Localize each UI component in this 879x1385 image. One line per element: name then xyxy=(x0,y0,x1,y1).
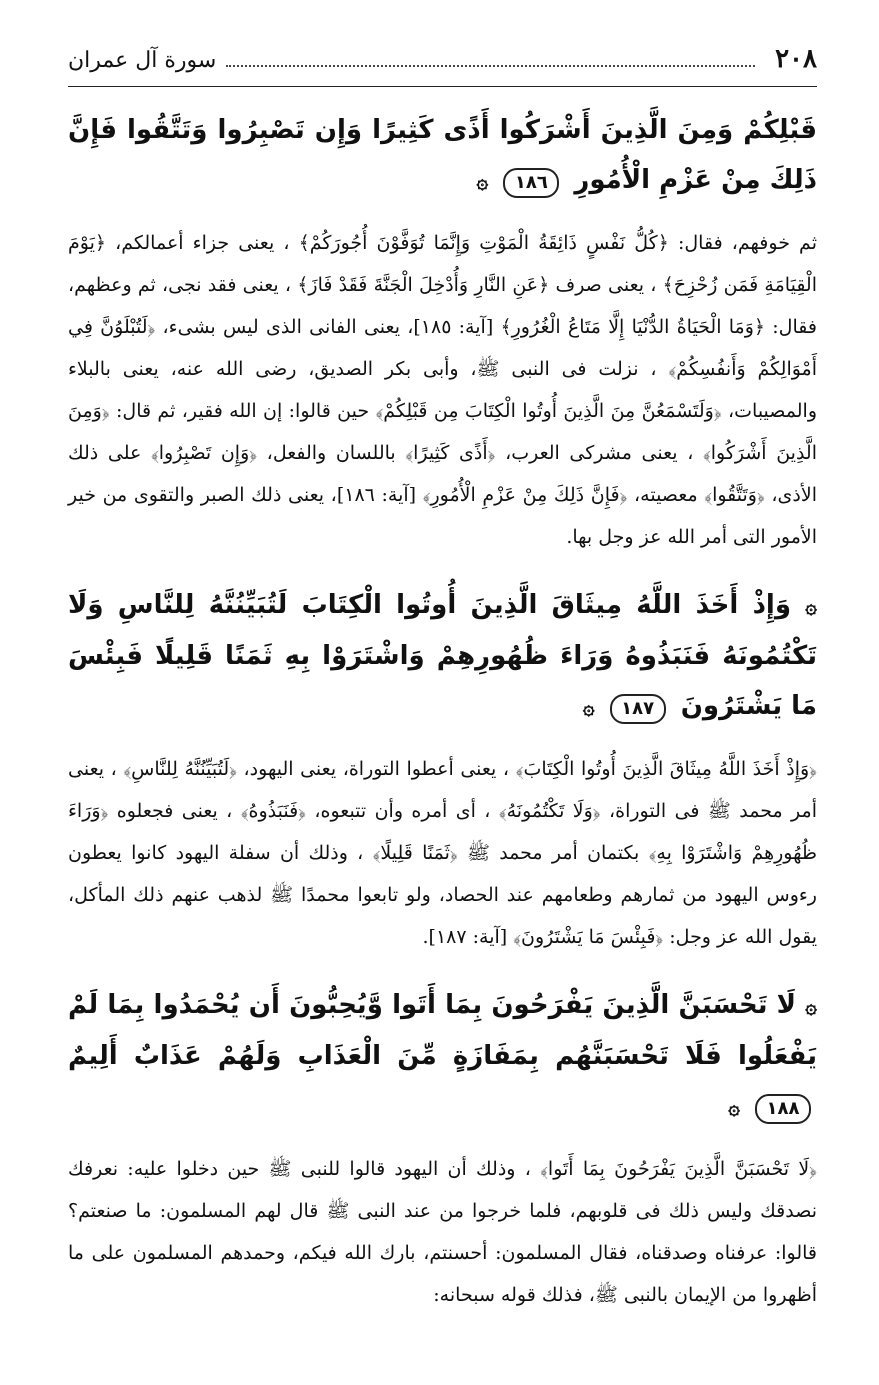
verse-end-ornament-icon: ۞ xyxy=(582,695,595,719)
quran-verse-188 xyxy=(68,980,817,1132)
ayah-number-marker: ١٨٦ xyxy=(503,168,559,198)
header-dotted-leader xyxy=(226,51,755,67)
verse-start-ornament-icon: ۞ xyxy=(805,994,817,1018)
verse-text: وَإِذْ أَخَذَ اللَّهُ مِيثَاقَ الَّذِينَ أُوتُوا الْكِتَابَ لَتُبَيِّنُنَّهُ لِلنَّاسِ وَلَا تَكْتُمُونَهُ فَنَبَذُوهُ وَرَاءَ ظُهُورِهِمْ وَاشْتَرَوْا بِهِ ثَمَنًا قَلِيلًا فَبِئْسَ مَا يَشْتَرُونَ xyxy=(68,590,817,721)
ayah-number-marker: ١٨٨ xyxy=(755,1094,811,1124)
running-header xyxy=(68,44,817,87)
verse-end-ornament-icon: ۞ xyxy=(476,169,489,193)
verse-text: لَا تَحْسَبَنَّ الَّذِينَ يَفْرَحُونَ بِمَا أَتَوا وَّيُحِبُّونَ أَن يُحْمَدُوا بِمَا لَمْ يَفْعَلُوا فَلَا تَحْسَبَنَّهُم بِمَفَازَةٍ مِّنَ الْعَذَابِ وَلَهُمْ عَذَابٌ أَلِيمٌ xyxy=(68,990,817,1071)
verse-end-ornament-icon: ۞ xyxy=(728,1095,740,1119)
tafsir-paragraph-187: ﴿وَإِذْ أَخَذَ اللَّهُ مِيثَاقَ الَّذِينَ أُوتُوا الْكِتَابَ﴾ ، يعنى أعطوا التوراة، يعنى اليهود، ﴿لَتُبَيِّنُنَّهُ لِلنَّاسِ﴾ ، يعنى أمر محمد ﷺ فى التوراة، ﴿وَلَا تَكْتُمُونَهُ﴾ ، أى أمره وأن تتبعوه، ﴿فَنَبَذُوهُ﴾ ، يعنى فجعلوه ﴿وَرَاءَ ظُهُورِهِمْ وَاشْتَرَوْا بِهِ﴾ بكتمان أمر محمد ﷺ ﴿ثَمَنًا قَلِيلًا﴾ ، وذلك أن سفلة اليهود كانوا يعطون رءوس اليهود من ثمارهم وطعامهم عند الحصاد، ولو تابعوا محمدًا ﷺ لذهب عنهم ذلك المأكل، يقول الله عز وجل: ﴿فَبِئْسَ مَا يَشْتَرُونَ﴾ [آية: ١٨٧]. xyxy=(68,758,817,948)
verse-start-ornament-icon: ۞ xyxy=(805,594,817,618)
ayah-number-marker: ١٨٧ xyxy=(610,694,666,724)
page-number: ٢٠٨ xyxy=(775,44,817,74)
quran-verse-186 xyxy=(68,105,817,206)
surah-title: سورة آل عمران xyxy=(68,48,217,73)
tafsir-paragraph-186: ثم خوفهم، فقال: ﴿كُلُّ نَفْسٍ ذَائِقَةُ الْمَوْتِ وَإِنَّمَا تُوَفَّوْنَ أُجُورَكُمْ﴾ ، يعنى جزاء أعمالكم، ﴿يَوْمَ الْقِيَامَةِ فَمَن زُحْزِحَ﴾ ، يعنى صرف ﴿عَنِ النَّارِ وَأُدْخِلَ الْجَنَّةَ فَقَدْ فَازَ﴾ ، يعنى فقد نجى، ثم وعظهم، فقال: ﴿وَمَا الْحَيَاةُ الدُّنْيَا إِلَّا مَتَاعُ الْغُرُورِ﴾ [آية: ١٨٥]، يعنى الفانى الذى ليس بشىء، ﴿لَتُبْلَوُنَّ فِي أَمْوَالِكُمْ وَأَنفُسِكُمْ﴾ ، نزلت فى النبى ﷺ، وأبى بكر الصديق، رضى الله عنه، يعنى بالبلاء والمصيبات، ﴿وَلَتَسْمَعُنَّ مِنَ الَّذِينَ أُوتُوا الْكِتَابَ مِن قَبْلِكُمْ﴾ حين قالوا: إن الله فقير، ثم قال: ﴿وَمِنَ الَّذِينَ أَشْرَكُوا﴾ ، يعنى مشركى العرب، ﴿أَذًى كَثِيرًا﴾ باللسان والفعل، ﴿وَإِن تَصْبِرُوا﴾ على ذلك الأذى، ﴿وَتَتَّقُوا﴾ معصيته، ﴿فَإِنَّ ذَلِكَ مِنْ عَزْمِ الْأُمُورِ﴾ [آية: ١٨٦]، يعنى ذلك الصبر والتقوى من خير الأمور التى أمر الله عز وجل بها. xyxy=(68,232,817,548)
quran-verse-187 xyxy=(68,580,817,732)
tafsir-paragraph-188: ﴿لَا تَحْسَبَنَّ الَّذِينَ يَفْرَحُونَ بِمَا أَتَوا﴾ ، وذلك أن اليهود قالوا للنبى ﷺ حين دخلوا عليه: نعرفك نصدقك وليس ذلك فى قلوبهم، فلما خرجوا من عند النبى ﷺ قال لهم المسلمون: ما صنعتم؟ قالوا: عرفناه وصدقناه، فقال المسلمون: أحسنتم، بارك الله فيكم، وحمدهم المسلمون على ما أظهروا من الإيمان بالنبى ﷺ، فذلك قوله سبحانه: xyxy=(68,1158,817,1306)
verse-text: قَبْلِكُمْ وَمِنَ الَّذِينَ أَشْرَكُوا أَذًى كَثِيرًا وَإِن تَصْبِرُوا وَتَتَّقُوا فَإِنَّ ذَلِكَ مِنْ عَزْمِ الْأُمُورِ xyxy=(68,115,817,195)
